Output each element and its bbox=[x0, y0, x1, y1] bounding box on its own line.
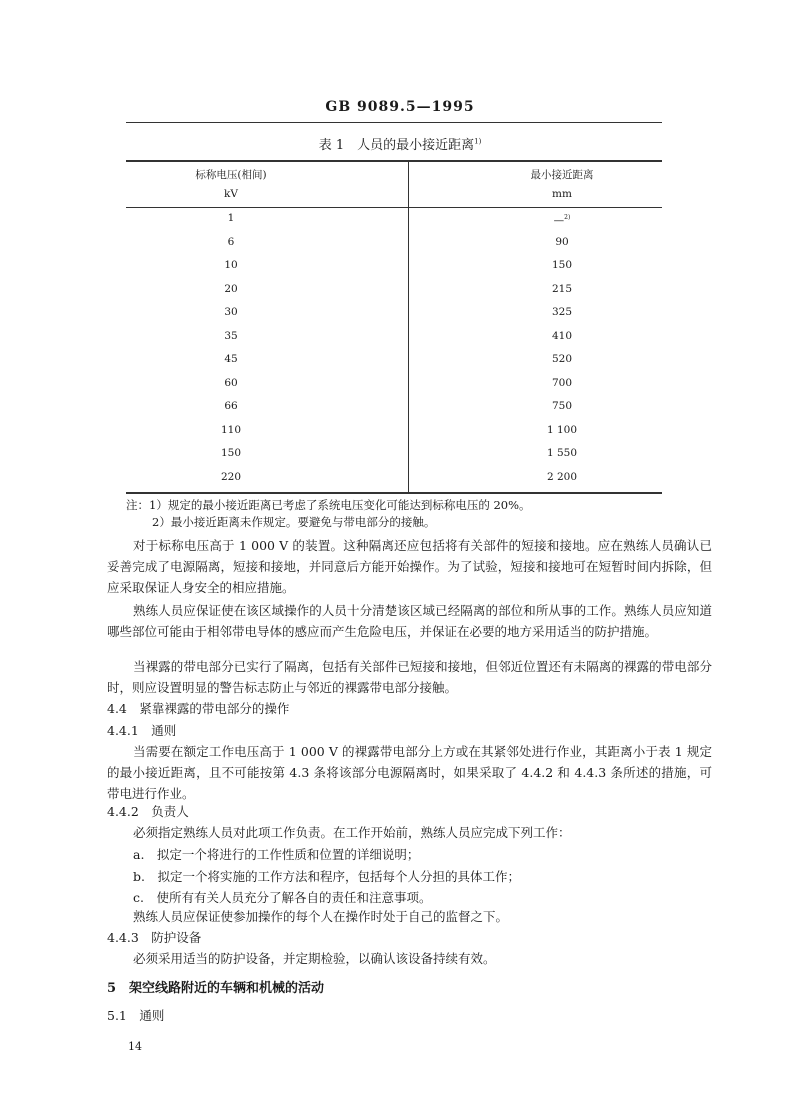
table-cell-note-ref: 2) bbox=[564, 214, 571, 221]
list-item-c: c. 使所有有关人员充分了解各自的责任和注意事项。 bbox=[133, 890, 432, 905]
table-header-distance-unit: mm bbox=[552, 188, 572, 200]
paragraph-7-text: 必须采用适当的防护设备，并定期检验，以确认该设备持续有效。 bbox=[133, 951, 496, 966]
section-heading-5: 5 架空线路附近的车辆和机械的活动 bbox=[107, 981, 325, 996]
table-cell-voltage: 60 bbox=[224, 376, 238, 389]
page-number: 14 bbox=[128, 1040, 142, 1053]
table-cell-voltage: 6 bbox=[227, 235, 235, 248]
table-cell-voltage: 45 bbox=[224, 353, 238, 365]
table-bottom-rule bbox=[126, 492, 662, 494]
section-heading-4-4-3: 4.4.3 防护设备 bbox=[107, 930, 202, 945]
paragraph-1-text: 对于标称电压高于 1 000 V 的装置。这种隔离还应包括将有关部件的短接和接地。应在熟练人员确认已妥善完成了电源隔离，短接和接地，并同意后方能开始操作。为了试验，短接和接地可在短暂时间内拆除，但应采取保证人身安全的相应措施。 bbox=[107, 538, 712, 595]
table-column-divider bbox=[408, 162, 409, 492]
paragraph-6-text: 熟练人员应保证使参加操作的每个人在操作时处于自己的监督之下。 bbox=[133, 909, 509, 924]
table-title bbox=[0, 134, 800, 153]
paragraph-3 bbox=[107, 656, 712, 698]
table-cell-distance: 90 bbox=[555, 235, 569, 248]
table-cell-distance: 410 bbox=[551, 329, 573, 342]
table-cell-voltage: 20 bbox=[224, 282, 238, 295]
document-header: GB 9089.5—1995 bbox=[325, 99, 475, 115]
paragraph-2 bbox=[107, 600, 712, 642]
paragraph-5-text: 必须指定熟练人员对此项工作负责。在工作开始前，熟练人员应完成下列工作： bbox=[133, 825, 571, 840]
table-cell-voltage: 1 bbox=[227, 212, 235, 224]
section-heading-4-4: 4.4 紧靠裸露的带电部分的操作 bbox=[107, 701, 290, 716]
table-cell-distance: 325 bbox=[551, 306, 573, 318]
table-cell-distance: 2 200 bbox=[546, 470, 578, 483]
table-title-note-ref: 1) bbox=[474, 137, 482, 146]
table-cell-distance: 1 550 bbox=[546, 447, 578, 459]
table-header-voltage-label: 标称电压(相间) bbox=[195, 169, 267, 181]
table-cell-distance: 750 bbox=[551, 400, 573, 412]
paragraph-4 bbox=[107, 741, 712, 804]
table-top-rule bbox=[126, 160, 662, 162]
list-item-a: a. 拟定一个将进行的工作性质和位置的详细说明； bbox=[133, 847, 420, 862]
table-header-voltage bbox=[126, 166, 336, 204]
section-heading-5-1: 5.1 通则 bbox=[107, 1008, 165, 1023]
paragraph-7 bbox=[107, 948, 712, 969]
table-note-2: 2）最小接近距离未作规定。要避免与带电部分的接触。 bbox=[152, 515, 436, 529]
table-cell-distance: 150 bbox=[551, 259, 573, 271]
table-cell-distance: 700 bbox=[551, 376, 573, 389]
table-cell-distance: 520 bbox=[551, 353, 573, 365]
table-cell-voltage: 220 bbox=[220, 470, 242, 483]
table-note-1: 注：1）规定的最小接近距离已考虑了系统电压变化可能达到标称电压的 20%。 bbox=[126, 498, 531, 512]
table-header-distance bbox=[462, 166, 662, 204]
section-heading-4-4-2: 4.4.2 负责人 bbox=[107, 804, 189, 819]
table-cell-voltage: 110 bbox=[220, 423, 242, 436]
table-cell-voltage: 10 bbox=[224, 259, 238, 271]
table-cell-distance: 215 bbox=[551, 282, 573, 295]
table-cell-distance: 1 100 bbox=[546, 423, 578, 436]
table-cell-distance bbox=[462, 207, 662, 229]
table-cell-voltage: 150 bbox=[220, 447, 242, 459]
paragraph-2-text: 熟练人员应保证使在该区域操作的人员十分清楚该区域已经隔离的部位和所从事的工作。熟练人员应知道哪些部位可能由于相邻带电导体的感应而产生危险电压，并保证在必要的地方采用适当的防护措施。 bbox=[107, 603, 712, 639]
paragraph-6 bbox=[107, 906, 712, 927]
paragraph-1 bbox=[107, 535, 712, 598]
table-cell-voltage: 30 bbox=[224, 306, 238, 318]
table-title-text: 表 1 人员的最小接近距离 bbox=[318, 138, 475, 153]
list-item-b: b. 拟定一个将实施的工作方法和程序，包括每个人分担的具体工作； bbox=[133, 869, 520, 884]
table-cell-distance-value: — bbox=[553, 214, 565, 227]
table-cell-voltage: 66 bbox=[224, 400, 238, 412]
header-rule bbox=[126, 122, 662, 123]
paragraph-3-text: 当裸露的带电部分已实行了隔离，包括有关部件已短接和接地，但邻近位置还有未隔离的裸露的带电部分时，则应设置明显的警告标志防止与邻近的裸露带电部分接触。 bbox=[107, 659, 712, 695]
table-header-distance-label: 最小接近距离 bbox=[530, 169, 594, 181]
table-header-voltage-unit: kV bbox=[224, 188, 238, 200]
table-cell-voltage: 35 bbox=[224, 329, 238, 342]
paragraph-4-text: 当需要在额定工作电压高于 1 000 V 的裸露带电部分上方或在其紧邻处进行作业，其距离小于表 1 规定的最小接近距离，且不可能按第 4.3 条将该部分电源隔离时，如果采取了 4.4.2 和 4.4.3 条所述的措施，可带电进行作业。 bbox=[107, 744, 712, 801]
section-heading-4-4-1: 4.4.1 通则 bbox=[107, 723, 177, 738]
paragraph-5 bbox=[107, 822, 712, 843]
